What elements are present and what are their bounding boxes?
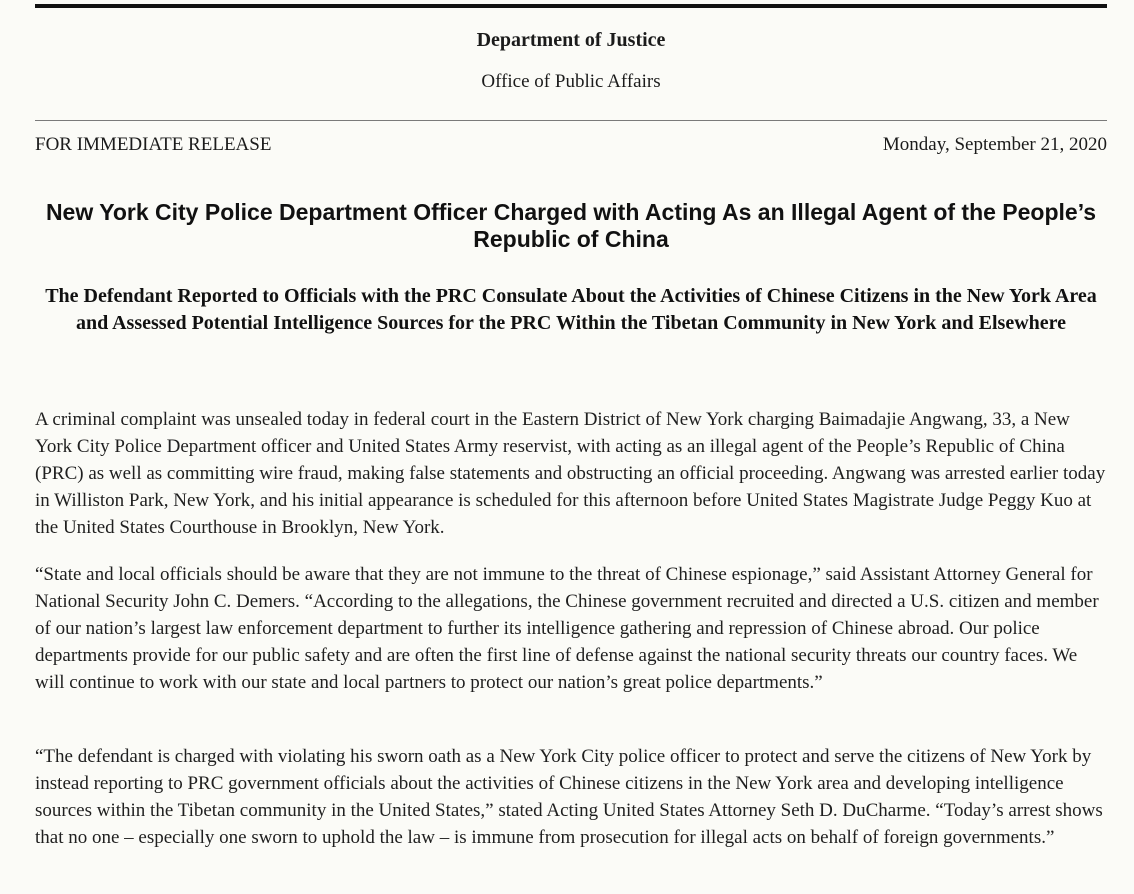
agency-name: Department of Justice — [476, 29, 666, 51]
top-divider — [35, 4, 1107, 8]
office-name: Office of Public Affairs — [481, 71, 661, 92]
release-date: Monday, September 21, 2020 — [882, 134, 1107, 155]
press-release-headline: New York City Police Department Officer Charged with Acting As an Illegal Agent of the People’s Republic of China — [45, 199, 1097, 252]
body-paragraph: A criminal complaint was unsealed today in federal court in the Eastern District of New York charging Baimadajie Angwang, 33, a New York City Police Department officer and United States Army reservist, with acting as an illegal agent of the People’s Republic of China (PRC) as well as committing wire fraud, making false statements and obstructing an official proceeding. Angwang was arrested earlier today in Williston Park, New York, and his initial appearance is scheduled for this afternoon before United States Magistrate Judge Peggy Kuo at the United States Courthouse in Brooklyn, New York. — [35, 409, 1106, 538]
body-paragraph: “The defendant is charged with violating his sworn oath as a New York City police officer to protect and serve the citizens of New York by instead reporting to PRC government officials about the activities of Chinese citizens in the New York area and developing intelligence sources within the Tibetan community in the United States,” stated Acting United States Attorney Seth D. DuCharme. “Today’s arrest shows that no one – especially one sworn to uphold the law – is immune from prosecution for illegal acts on behalf of foreign governments.” — [35, 746, 1103, 848]
press-release-subheadline: The Defendant Reported to Officials with the PRC Consulate About the Activities of Chinese Citizens in the New York Area and Assessed Potential Intelligence Sources for the PRC Within the Tibetan Community in New York and Elsewhere — [45, 285, 1097, 334]
body-paragraph: “State and local officials should be aware that they are not immune to the threat of Chinese espionage,” said Assistant Attorney General for National Security John C. Demers. “According to the allegations, the Chinese government recruited and directed a U.S. citizen and member of our nation’s largest law enforcement department to further its intelligence gathering and repression of Chinese abroad. Our police departments provide for our public safety and are often the first line of defense against the national security threats our country faces. We will continue to work with our state and local partners to protect our nation’s great police departments.” — [35, 564, 1099, 693]
release-label: FOR IMMEDIATE RELEASE — [35, 134, 272, 155]
header-divider — [35, 120, 1107, 121]
